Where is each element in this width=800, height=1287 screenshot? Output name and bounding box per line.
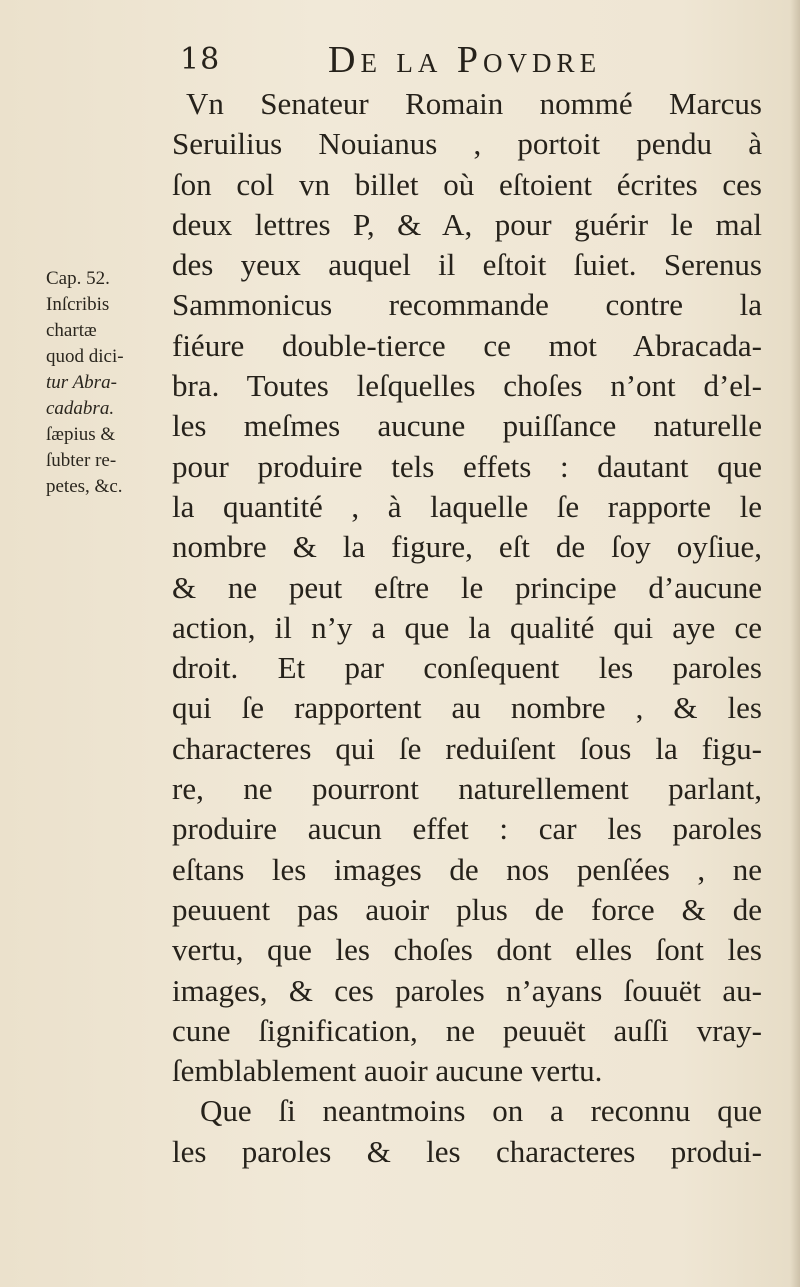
marginal-note-line: Cap. 52. [46, 268, 110, 289]
page-header [180, 38, 780, 84]
text-line: & ne peut eſtre le principe d’aucune [172, 569, 762, 605]
text-line: Seruilius Nouianus , portoit pendu à [172, 126, 762, 162]
text-line: ſon col vn billet où eſtoient écrites ces [172, 166, 762, 202]
text-line: droit. Et par conſequent les paroles [172, 650, 762, 686]
marginal-note-line: tur Abra- [46, 372, 117, 393]
text-line: ſemblablement auoir aucune vertu. [172, 1053, 603, 1089]
text-line: vertu, que les choſes dont elles ſont les [172, 932, 762, 968]
text-line: des yeux auquel il eſtoit ſuiet. Serenus [172, 247, 762, 283]
text-line: bra. Toutes leſquelles choſes n’ont d’el- [172, 368, 762, 404]
marginal-note-line: petes, &c. [46, 476, 123, 497]
text-line: Vn Senateur Romain nommé Marcus [186, 86, 762, 121]
page-edge-shadow [790, 0, 800, 1287]
text-line: Que ſi neantmoins on a reconnu que [200, 1093, 762, 1129]
body-text [172, 84, 762, 1172]
text-line: images, & ces paroles n’ayans ſouuët au- [172, 972, 762, 1008]
text-line: pour produire tels effets : dautant que [172, 448, 762, 484]
marginal-note-line: Inſcribis [46, 294, 110, 315]
marginal-note-line: cadabra. [46, 398, 115, 419]
text-line: les meſmes aucune puiſſance naturelle [172, 408, 762, 444]
text-line: les paroles & les characteres produi- [172, 1133, 762, 1169]
text-line: cune ſignification, ne peuuët auſſi vray- [172, 1012, 762, 1048]
marginal-note-line: chartæ [46, 320, 97, 341]
text-line: Sammonicus recommande contre la [172, 287, 762, 323]
text-line: peuuent pas auoir plus de force & de [172, 891, 762, 927]
marginal-note [46, 266, 170, 500]
text-line: produire aucun effet : car les paroles [172, 811, 762, 847]
text-line: nombre & la figure, eſt de ſoy oyſiue, [172, 529, 762, 565]
text-line: qui ſe rapportent au nombre , & les [172, 690, 762, 726]
text-line: fiéure double-tierce ce mot Abracada- [172, 327, 762, 363]
running-title: De la Povdre [328, 39, 602, 81]
text-line: characteres qui ſe reduiſent ſous la figu- [172, 730, 762, 766]
text-line: eſtans les images de nos penſées , ne [172, 851, 762, 887]
marginal-note-line: ſæpius & [46, 424, 116, 445]
text-line: action, il n’y a que la qualité qui aye ce [172, 609, 762, 645]
marginal-note-line: quod dici- [46, 346, 124, 367]
text-line: deux lettres P, & A, pour guérir le mal [172, 206, 762, 242]
marginal-note-line: ſubter re- [46, 450, 117, 471]
page-number: 18 [180, 42, 221, 77]
text-line: la quantité , à laquelle ſe rapporte le [172, 488, 762, 524]
text-line: re, ne pourront naturellement parlant, [172, 771, 762, 807]
